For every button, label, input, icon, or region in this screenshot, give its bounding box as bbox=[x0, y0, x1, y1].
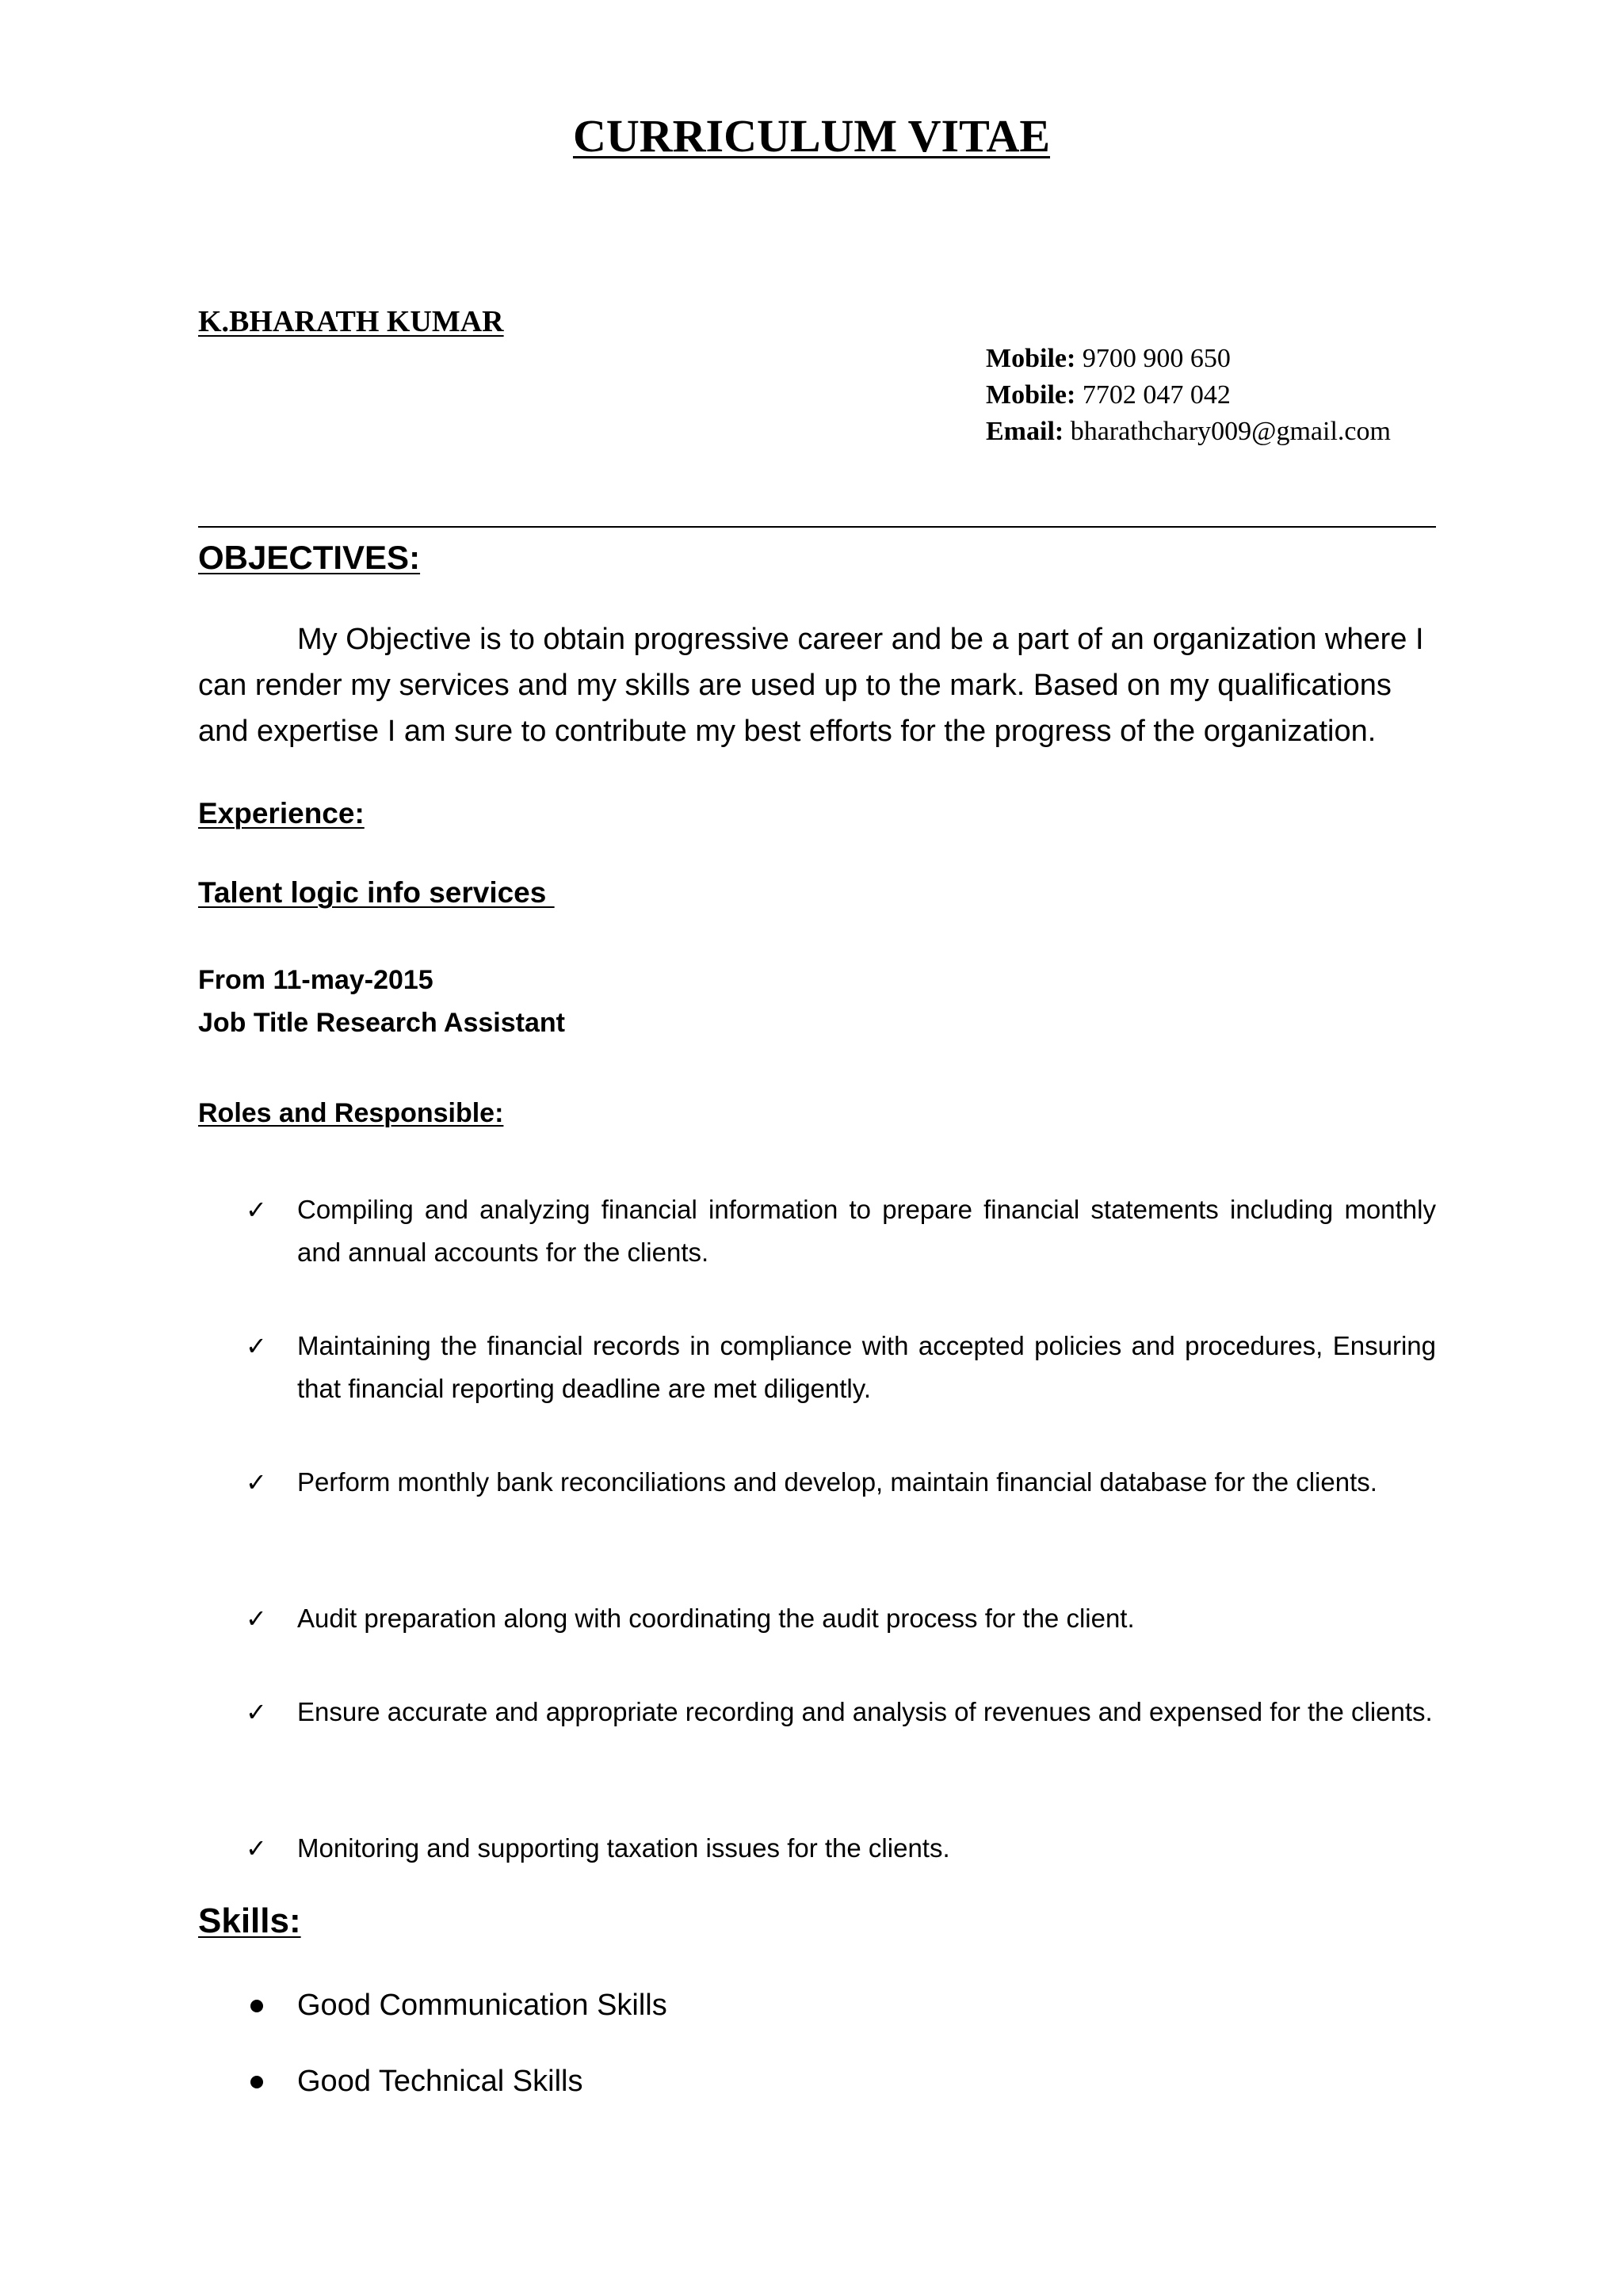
candidate-name: K.BHARATH KUMAR bbox=[198, 305, 504, 338]
skills-heading: Skills: bbox=[198, 1901, 301, 1940]
responsibility-text: Perform monthly bank reconciliations and develop, maintain financial database for the clients. bbox=[297, 1467, 1377, 1497]
bullet-icon bbox=[250, 2000, 263, 2012]
job-start-date: From 11-may-2015 bbox=[198, 965, 433, 995]
bullet-icon bbox=[250, 2076, 263, 2088]
checkmark-icon: ✓ bbox=[246, 1604, 267, 1634]
mobile-value: 9700 900 650 bbox=[1075, 344, 1231, 373]
job-title: Job Title Research Assistant bbox=[198, 1008, 565, 1038]
checkmark-icon: ✓ bbox=[246, 1195, 267, 1225]
experience-heading: Experience: bbox=[198, 797, 365, 830]
document-title: CURRICULUM VITAE bbox=[572, 110, 1051, 162]
contact-mobile-1 bbox=[986, 341, 1231, 377]
skill-item bbox=[198, 1982, 991, 2028]
responsibility-text: Maintaining the financial records in compliance with accepted policies and procedures, Ensuring that financial reporting deadline are met diligently. bbox=[297, 1331, 1436, 1403]
company-name: Talent logic info services bbox=[198, 876, 555, 909]
responsibility-text: Ensure accurate and appropriate recording and analysis of revenues and expensed for the clients. bbox=[297, 1697, 1433, 1726]
mobile-value: 7702 047 042 bbox=[1075, 380, 1231, 410]
checkmark-icon: ✓ bbox=[246, 1833, 267, 1863]
objectives-heading: OBJECTIVES: bbox=[198, 539, 421, 576]
contact-mobile-2 bbox=[986, 377, 1231, 414]
mobile-label: Mobile: bbox=[986, 344, 1076, 373]
responsibility-text: Audit preparation along with coordinating the audit process for the client. bbox=[297, 1604, 1135, 1633]
checkmark-icon: ✓ bbox=[246, 1697, 267, 1727]
skill-text: Good Communication Skills bbox=[297, 1989, 667, 2022]
responsibility-item bbox=[198, 1188, 1436, 1274]
responsibility-item bbox=[198, 1461, 1436, 1504]
checkmark-icon: ✓ bbox=[246, 1467, 267, 1497]
header-divider bbox=[198, 526, 1436, 528]
responsibility-item bbox=[198, 1691, 1436, 1733]
checkmark-icon: ✓ bbox=[246, 1331, 267, 1361]
responsibility-text: Monitoring and supporting taxation issues for the clients. bbox=[297, 1833, 950, 1863]
objective-paragraph: My Objective is to obtain progressive career and be a part of an organization where I can render my services and my skills are used up to the mark. Based on my qualifications and expertise I am sure to contribute my best efforts for the progress of the organization. bbox=[198, 623, 1424, 748]
roles-heading: Roles and Responsible: bbox=[198, 1098, 504, 1128]
contact-email bbox=[986, 414, 1391, 450]
responsibility-text: Compiling and analyzing financial information to prepare financial statements including monthly and annual accounts for the clients. bbox=[297, 1195, 1436, 1267]
skill-text: Good Technical Skills bbox=[297, 2065, 583, 2098]
responsibility-item bbox=[198, 1597, 1436, 1640]
mobile-label: Mobile: bbox=[986, 380, 1076, 410]
skill-item bbox=[198, 2058, 991, 2104]
responsibility-item bbox=[198, 1827, 1436, 1870]
responsibility-item bbox=[198, 1325, 1436, 1410]
email-value: bharathchary009@gmail.com bbox=[1064, 417, 1391, 446]
email-label: Email: bbox=[986, 417, 1064, 446]
